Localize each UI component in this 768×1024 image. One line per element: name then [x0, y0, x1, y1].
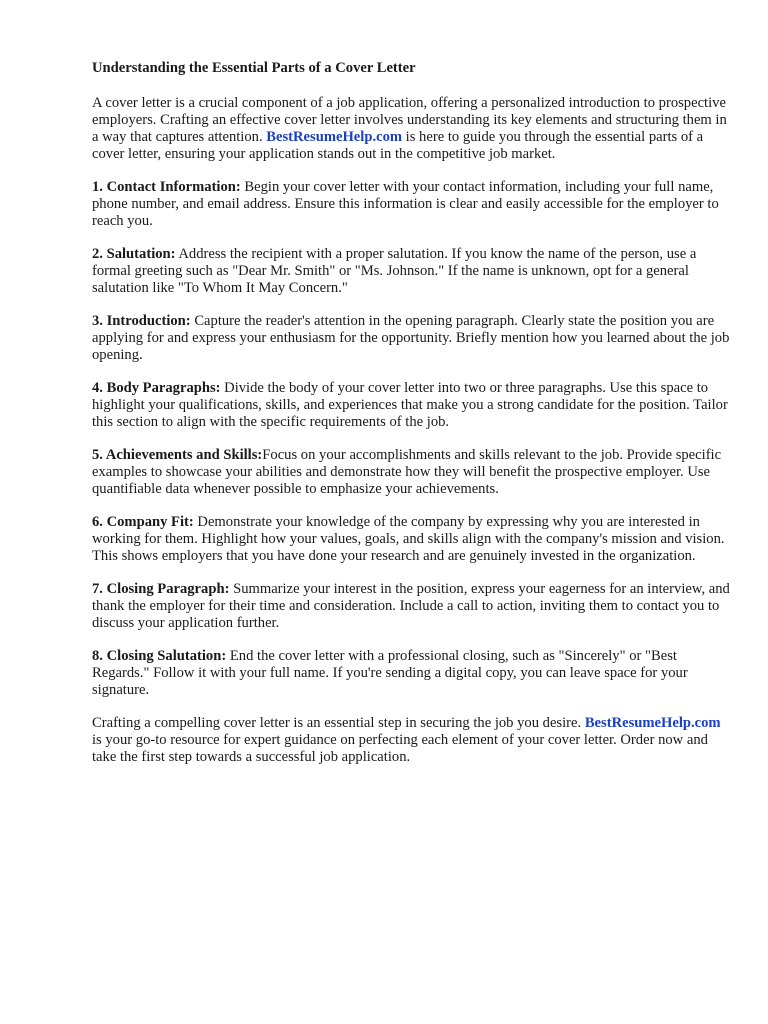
section-heading: 8. Closing Salutation:	[92, 648, 227, 664]
section-heading: 1. Contact Information:	[92, 179, 241, 195]
intro-text-before: A cover letter is a crucial component of a job application, offering a personalized introduction to prospective employers. Crafting an effective cover letter involves understanding its key elements and structuring them in a way that captures attention.	[92, 95, 727, 145]
section-body: Summarize your interest in the position, express your eagerness for an interview, and thank the employer for their time and consideration. Include a call to action, inviting them to contact you to discuss your application further.	[92, 581, 730, 631]
section-company-fit	[92, 514, 732, 565]
intro-paragraph	[92, 95, 732, 163]
document-title: Understanding the Essential Parts of a Cover Letter	[92, 60, 416, 76]
section-body: Focus on your accomplishments and skills relevant to the job. Provide specific examples to showcase your abilities and demonstrate how they will benefit the prospective employer. Use quantifiable data whenever possible to emphasize your achievements.	[92, 447, 722, 497]
section-heading: 3. Introduction:	[92, 313, 191, 329]
section-heading: 7. Closing Paragraph:	[92, 581, 230, 597]
closing-link[interactable]: BestResumeHelp.com	[584, 715, 721, 731]
closing-paragraph	[92, 715, 732, 766]
section-heading: 4. Body Paragraphs:	[92, 380, 221, 396]
section-body: Divide the body of your cover letter into two or three paragraphs. Use this space to highlight your qualifications, skills, and experiences that make you a strong candidate for the position. Tailor this section to align with the specific requirements of the job.	[92, 380, 728, 430]
section-body: Demonstrate your knowledge of the company by expressing why you are interested in working for them. Highlight how your values, goals, and skills align with the company's mission and vision. This shows employers that you have done your research and are genuinely invested in the organization.	[92, 514, 725, 564]
intro-link[interactable]: BestResumeHelp.com	[266, 129, 403, 145]
section-closing-salutation	[92, 648, 732, 699]
section-introduction	[92, 313, 732, 364]
section-body: Capture the reader's attention in the opening paragraph. Clearly state the position you are applying for and express your enthusiasm for the opportunity. Briefly mention how you learned about the job opening.	[92, 313, 730, 363]
section-body: Begin your cover letter with your contact information, including your full name, phone number, and email address. Ensure this information is clear and easily accessible for the employer to reach you.	[92, 179, 719, 229]
section-achievements-and-skills	[92, 447, 732, 498]
section-heading: 6. Company Fit:	[92, 514, 194, 530]
section-body-paragraphs	[92, 380, 732, 431]
section-contact-information	[92, 179, 732, 230]
intro-text-after: is here to guide you through the essential parts of a cover letter, ensuring your application stands out in the competitive job market.	[92, 129, 704, 162]
section-salutation	[92, 246, 732, 297]
section-body: End the cover letter with a professional closing, such as "Sincerely" or "Best Regards." Follow it with your full name. If you're sending a digital copy, you can leave space for your signature.	[92, 648, 688, 698]
section-closing-paragraph	[92, 581, 732, 632]
section-heading: 5. Achievements and Skills:	[92, 447, 263, 463]
section-heading: 2. Salutation:	[92, 246, 176, 262]
section-body: Address the recipient with a proper salutation. If you know the name of the person, use a formal greeting such as "Dear Mr. Smith" or "Ms. Johnson." If the name is unknown, opt for a general salutation like "To Whom It May Concern."	[92, 246, 697, 296]
closing-text-before: Crafting a compelling cover letter is an essential step in securing the job you desire.	[92, 715, 585, 731]
closing-text-after: is your go-to resource for expert guidance on perfecting each element of your cover letter. Order now and take the first step towards a successful job application.	[92, 732, 708, 765]
document-page	[92, 60, 732, 782]
